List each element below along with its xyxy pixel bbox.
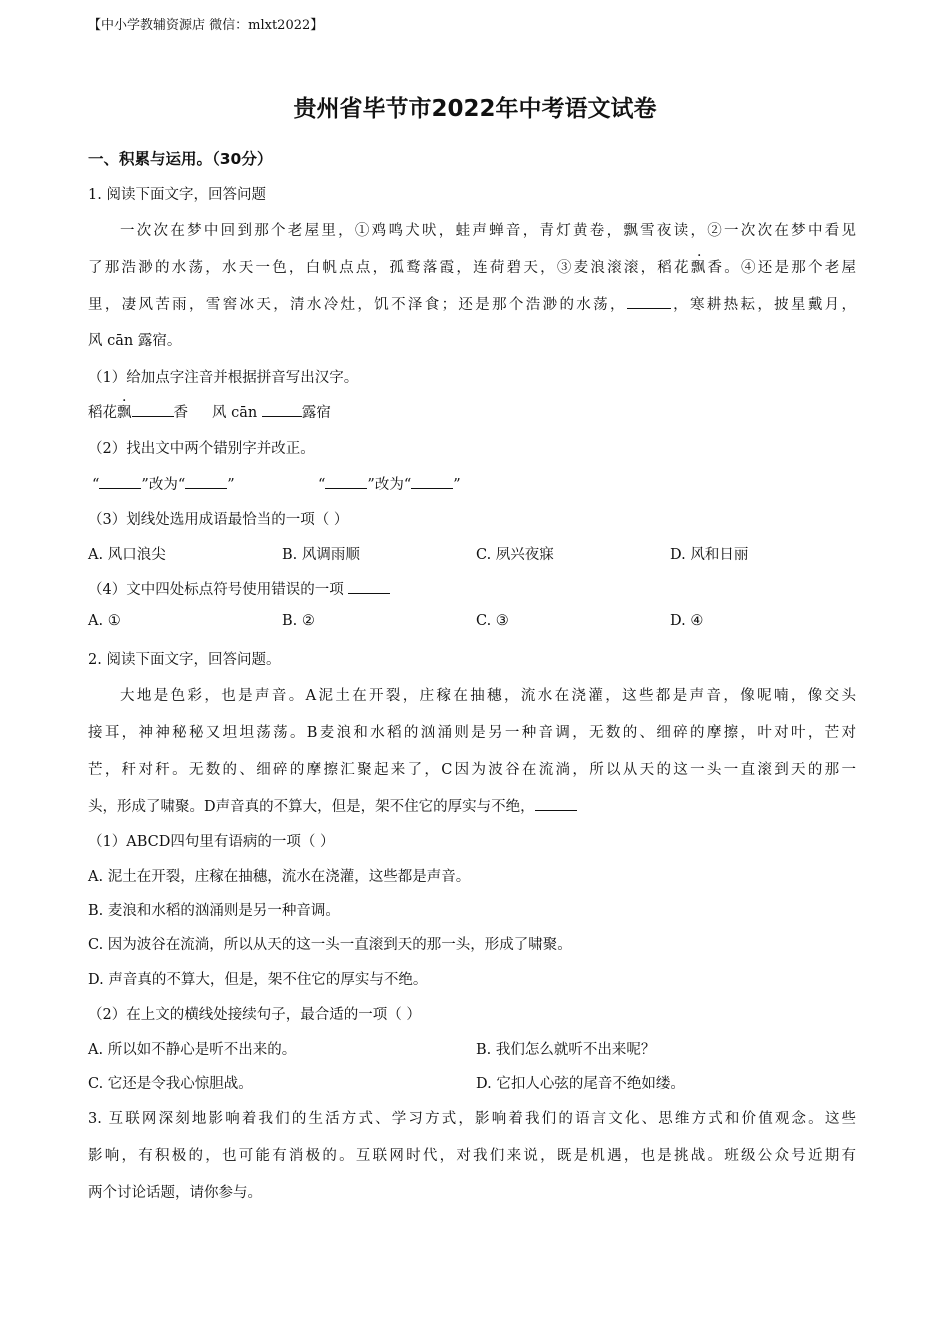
fill-blank — [132, 404, 174, 417]
fill-blank — [262, 404, 302, 417]
fill-blank — [535, 798, 577, 811]
fill-blank — [411, 476, 453, 489]
q2-passage-line: 接耳，神神秘秘又坦坦荡荡。B麦浪和水稻的汹涌则是另一种音调，无数的、细碎的摩擦，叶对叶，芒对 — [88, 725, 856, 741]
option-b: B. ② — [282, 613, 315, 629]
section-heading: 一、积累与运用。（30分） — [88, 150, 273, 168]
page-title: 贵州省毕节市2022年中考语文试卷 — [293, 96, 657, 122]
header-note: 【中小学教辅资源店 微信：mlxt2022】 — [88, 18, 324, 33]
q3-passage-line: 影响，有积极的，也可能有消极的。互联网时代，对我们来说，既是机遇，也是挑战。班级公众号近期有 — [88, 1148, 856, 1164]
option-d: D. 风和日丽 — [670, 547, 749, 563]
option-c: C. 因为波谷在流淌，所以从天的这一头一直滚到天的那一头，形成了啸聚。 — [88, 937, 572, 953]
fill-blank — [185, 476, 227, 489]
q1-subquestion-1-blanks: 稻花飘 香 风 cān 露宿 — [88, 405, 331, 421]
option-c: C. 夙兴夜寐 — [476, 547, 554, 563]
option-d: D. 它扣人心弦的尾音不绝如缕。 — [476, 1076, 685, 1092]
option-c: C. 它还是令我心惊胆战。 — [88, 1076, 253, 1092]
option-d: D. ④ — [670, 613, 704, 629]
option-b: B. 我们怎么就听不出来呢？ — [476, 1042, 656, 1058]
option-d: D. 声音真的不算大，但是，架不住它的厚实与不绝。 — [88, 972, 428, 988]
q1-passage-line: 里，凄风苦雨，雪窖冰天，清水冷灶，饥不泽食；还是那个浩渺的水荡， ，寒耕热耘，披星戴月， — [88, 297, 857, 313]
q1-subquestion-3: （3）划线处选用成语最恰当的一项（ ） — [88, 512, 349, 528]
q2-passage-line: 头，形成了啸聚。D声音真的不算大，但是，架不住它的厚实与不绝， — [88, 795, 577, 816]
fill-blank — [99, 476, 141, 489]
q1-passage-line: 了那浩渺的水荡，水天一色，白帆点点，孤鹜落霞，连荷碧天，③麦浪滚滚，稻花飘香。④还是那个老屋 — [88, 260, 857, 276]
question-2-stem: 2. 阅读下面文字，回答问题。 — [88, 652, 281, 668]
option-a: A. 所以如不静心是听不出来的。 — [88, 1042, 297, 1058]
q1-correction-blank: “ ”改为“ ” — [318, 477, 461, 493]
question-1-stem: 1. 阅读下面文字，回答问题 — [88, 187, 266, 203]
fill-blank — [627, 296, 671, 309]
option-a: A. 泥土在开裂，庄稼在抽穗，流水在浇灌，这些都是声音。 — [88, 869, 471, 885]
q1-subquestion-2: （2）找出文中两个错别字并改正。 — [88, 441, 315, 457]
q1-passage-line: 一次次在梦中回到那个老屋里，①鸡鸣犬吠，蛙声蝉音，青灯黄卷，飘雪夜读，②一次次在梦中看见 — [120, 223, 856, 239]
q2-subquestion-1: （1）ABCD四句里有语病的一项（ ） — [88, 834, 335, 850]
option-c: C. ③ — [476, 613, 509, 629]
q2-passage-line: 大地是色彩，也是声音。A泥土在开裂，庄稼在抽穗，流水在浇灌，这些都是声音，像呢喃，像交头 — [120, 688, 856, 704]
option-a: A. 风口浪尖 — [88, 547, 166, 563]
q3-passage-line: 两个讨论话题，请你参与。 — [88, 1185, 262, 1201]
q1-passage-line: 风 cān 露宿。 — [88, 333, 182, 349]
emphasis-dot-char: 飘 — [690, 260, 708, 276]
emphasis-dot-char: 飘 — [117, 405, 132, 421]
option-b: B. 风调雨顺 — [282, 547, 360, 563]
q2-subquestion-2: （2）在上文的横线处接续句子，最合适的一项（ ） — [88, 1007, 421, 1023]
option-b: B. 麦浪和水稻的汹涌则是另一种音调。 — [88, 903, 340, 919]
q1-correction-blank: “ ”改为“ ” — [92, 477, 235, 493]
q2-passage-line: 芒，秆对秆。无数的、细碎的摩擦汇聚起来了，C因为波谷在流淌，所以从天的这一头一直滚到天的那一 — [88, 762, 856, 778]
fill-blank — [325, 476, 367, 489]
fill-blank — [348, 581, 390, 594]
q1-subquestion-1: （1）给加点字注音并根据拼音写出汉字。 — [88, 370, 359, 386]
q1-subquestion-4: （4）文中四处标点符号使用错误的一项 — [88, 578, 390, 599]
option-a: A. ① — [88, 613, 121, 629]
q3-passage-line: 3. 互联网深刻地影响着我们的生活方式、学习方式，影响着我们的语言文化、思维方式和价值观念。这些 — [88, 1111, 856, 1127]
